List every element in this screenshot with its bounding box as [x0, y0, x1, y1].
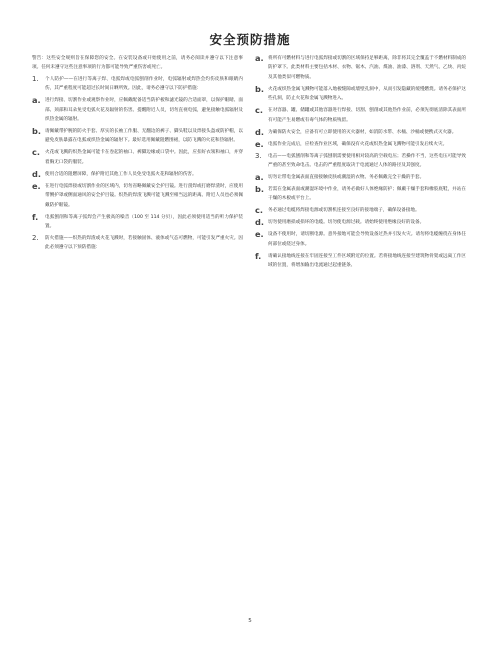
page-title: 安全预防措施 [209, 32, 291, 47]
item-text: 火花或飞溅的炽热金属可能卡在卷起的袖口、裤脚边缘或口袋中。因此，应扣好衣领和袖口，并穿着胸无口袋的服装。 [45, 150, 243, 165]
right-column [255, 54, 466, 273]
item-marker: b. [255, 83, 264, 94]
item-text: 电弧作业完成后，应检查作业区域，确保没有火花或炽热金属飞溅物可能引发后续火灾。 [268, 141, 448, 147]
list-item [255, 54, 466, 82]
left-column [32, 54, 243, 255]
item-marker: f. [32, 211, 39, 222]
left-item-list [32, 75, 243, 253]
item-marker: c. [32, 147, 40, 158]
item-text: 务必通过电缆将焊接电源或切割机连接至良好的接地端子，确保设备接地。 [268, 208, 420, 214]
item-marker: a. [32, 95, 41, 106]
list-item [255, 173, 466, 182]
item-text: 使用合适的阻燃屏障，保护附近其他工作人员免受电弧火花和辐射的伤害。 [45, 171, 197, 177]
list-item [255, 128, 466, 137]
item-text: 火花或炽热金属飞溅物可能落入地板缝隙或墙壁孔洞中，从而引发隐藏的缓慢燃烧。请务必保护这些孔洞，防止火花和金属飞溅物进入。 [268, 86, 466, 102]
item-text: 若需在金属表面或潮湿环境中作业，请务必做好人体绝缘防护；佩戴干燥手套和橡胶底鞋，并站在干燥的木板或平台上。 [268, 187, 466, 202]
item-text: 切勿让带电金属表面直接接触皮肤或潮湿的衣物。务必佩戴完全干燥的手套。 [268, 175, 425, 181]
item-text: 电弧刨削和等离子弧焊会产生极高的噪音（100 至 114 分贝），因此必须使用适当的听力保护装置。 [45, 214, 243, 230]
item-marker: f. [255, 250, 262, 261]
item-text: 个人防护——在进行等离子焊、电弧焊或电弧刨削作业时，电弧辐射或焊热会灼伤皮肤和眼睛内伤，其严重程度可能超过长时间日晒所致。因此，请务必遵守以下防护措施： [45, 76, 243, 92]
warning-intro: 警告：这些安全规则旨在保障您的安全。在安装设备或开始使用之前，请务必阅读并遵守以下注意事项。任何未遵守这些注意事项的行为都可能导致严重伤害或死亡。 [32, 56, 243, 71]
item-marker: d. [255, 126, 264, 137]
list-item [32, 148, 243, 167]
item-text: 在进行电弧焊接或切割作业的区域内，切勿省略佩戴安全护目镜。进行剖焊或打磨焊渣时，应使用带侧护罩或侧面通风的安全护目镜。炽热的焊渣飞溅可能飞溅至相当远的距离。附近人员也必须佩戴防护眼镜。 [45, 183, 243, 208]
list-item [255, 230, 466, 249]
item-marker: 3. [255, 151, 262, 160]
item-marker: e. [255, 229, 264, 240]
item-marker: c. [255, 205, 263, 216]
item-marker: d. [255, 217, 264, 228]
item-text: 进行焊接、切割作业或观察作业时，应佩戴配备适当防护板和滤光镜的合适面罩，以保护眼睛、面部、颈部和耳朵免受电弧火花及辐射的伤害。提醒附近人员，切勿直视电弧，避免接触电弧辐射及炽热金属的辐射。 [45, 98, 243, 123]
item-text: 电击——电弧刨削和等离子弧刨削需要使用相对较高的空载电压；若操作不当，这些电压可能导致严重的甚至致命电击。电击的严重程度取决于电流通过人体的路径及其强度。 [268, 153, 466, 169]
list-item [32, 213, 243, 232]
item-marker: b. [32, 126, 41, 137]
list-item [32, 234, 243, 253]
item-marker: e. [32, 180, 41, 191]
item-text: 设备不使用时，请切断电源。意外接地可能会导致设备过热并引发火灾。请勿将电缆缠绕在身体任何部位或绕过身体。 [268, 232, 466, 247]
item-text: 防火措施——炽热的焊渣或火花飞溅时，若接触固体、液体或气态可燃物，可能引发严重火灾。因此必须遵守以下预防措施： [45, 236, 243, 251]
item-marker: b. [255, 184, 264, 195]
list-item [255, 85, 466, 104]
right-item-list [255, 54, 466, 271]
list-item [255, 140, 466, 149]
item-marker: 2. [32, 234, 39, 243]
list-item [255, 152, 466, 171]
item-marker: c. [255, 105, 263, 116]
item-marker: a. [255, 172, 264, 183]
list-item [255, 106, 466, 125]
item-marker: 1. [32, 74, 39, 83]
list-item [255, 185, 466, 204]
item-text: 请确认接地线连接在牢固连接至工件区域附近的位置。若将接地线连接至建筑物骨架或远离工作区域的位置，将增加输出电流通过起重链条、 [268, 253, 466, 269]
item-text: 切勿使用磨损或损坏的电缆。切勿使电源过载。请始终使用绝缘良好的设备。 [268, 220, 425, 226]
item-text: 请佩戴带护腕的防火手套、厚实的长袖工作服、无翻边的裤子、脚头鞋以及焊接头盔或防护帽，以避免皮肤暴露在电弧或炽热金属的辐射下。最好选用佩戴阻燃围裙，以防飞溅的火花和热辐射。 [45, 129, 243, 144]
item-text: 将所有可燃材料与进行电弧焊接或切割的区域保持足够距离，除非将其完全覆盖于不燃材料制成的防护罩下。此类材料主要包括木材、衣物、锯木、汽油、煤油、油漆、溶剂、天然气、乙炔、丙烷及其他类似可燃物质。 [268, 56, 466, 80]
item-marker: a. [255, 53, 264, 63]
list-item [255, 206, 466, 215]
list-item [255, 218, 466, 227]
list-item [32, 182, 243, 210]
item-marker: d. [32, 168, 41, 179]
list-item [255, 252, 466, 271]
list-item [32, 96, 243, 124]
list-item [32, 127, 243, 146]
page-number: 5 [248, 618, 252, 624]
item-marker: e. [255, 138, 264, 149]
item-text: 为确保防火安全，应备有可立即使用的灭火器材，如消防水带、水桶、沙桶或便携式灭火器。 [268, 129, 457, 135]
list-item [32, 75, 243, 94]
list-item [32, 170, 243, 179]
item-text: 在对容器、罐、储罐或其他容器进行焊接、切割、刨削或其他热作业前，必须先彻底清除其表面所有可能产生易燃或有毒气体的物质残留。 [268, 108, 466, 123]
